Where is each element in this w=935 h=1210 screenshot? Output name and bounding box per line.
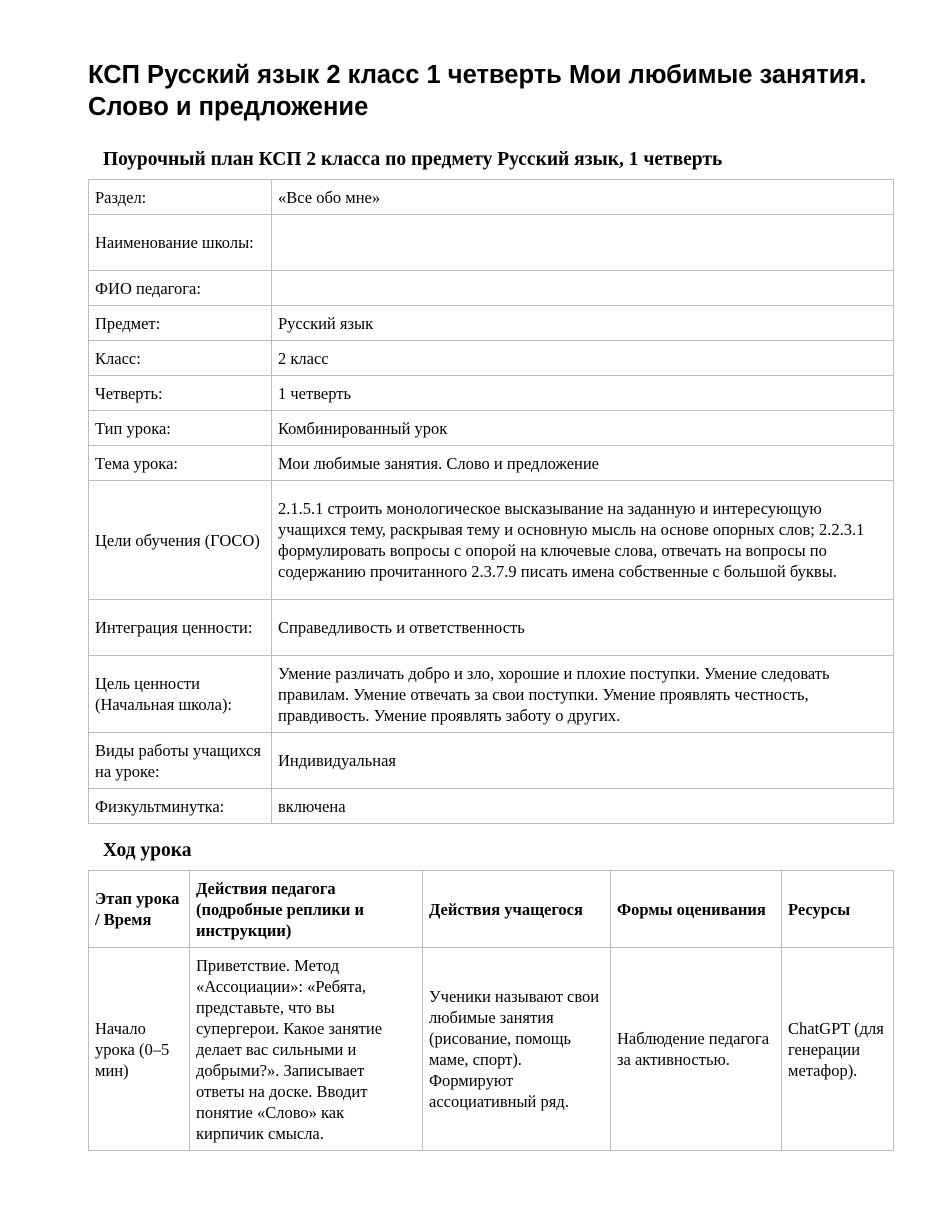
lesson-info-table bbox=[88, 179, 894, 824]
table-row bbox=[89, 656, 894, 733]
table-row bbox=[89, 271, 894, 306]
column-header-resources: Ресурсы bbox=[782, 871, 894, 948]
info-value-physical-break: включена bbox=[272, 789, 894, 824]
info-value-subject: Русский язык bbox=[272, 306, 894, 341]
table-row bbox=[89, 341, 894, 376]
cell-resources: ChatGPT (для генерации метафор). bbox=[782, 948, 894, 1151]
table-row bbox=[89, 948, 894, 1151]
table-row bbox=[89, 180, 894, 215]
lesson-course-heading: Ход урока bbox=[103, 840, 192, 861]
info-label-value-integration: Интеграция ценности: bbox=[89, 600, 272, 656]
info-label-grade: Класс: bbox=[89, 341, 272, 376]
info-label-work-types: Виды работы учащихся на уроке: bbox=[89, 733, 272, 789]
info-label-subject: Предмет: bbox=[89, 306, 272, 341]
table-row bbox=[89, 600, 894, 656]
info-value-value-integration: Справедливость и ответственность bbox=[272, 600, 894, 656]
info-value-work-types: Индивидуальная bbox=[272, 733, 894, 789]
info-value-school bbox=[272, 215, 894, 271]
info-label-section: Раздел: bbox=[89, 180, 272, 215]
info-label-value-goal: Цель ценности (Начальная школа): bbox=[89, 656, 272, 733]
column-header-student-actions: Действия учащегося bbox=[423, 871, 611, 948]
column-header-stage: Этап урока / Время bbox=[89, 871, 190, 948]
lesson-course-table bbox=[88, 870, 894, 1151]
info-label-school: Наименование школы: bbox=[89, 215, 272, 271]
column-header-teacher-actions: Действия педагога (подробные реплики и инструкции) bbox=[190, 871, 423, 948]
info-label-lesson-topic: Тема урока: bbox=[89, 446, 272, 481]
table-row bbox=[89, 376, 894, 411]
table-row bbox=[89, 733, 894, 789]
info-value-value-goal: Умение различать добро и зло, хорошие и плохие поступки. Умение следовать правилам. Умение отвечать за свои поступки. Умение проявлять честность, правдивость. Умение проявлять заботу о других. bbox=[272, 656, 894, 733]
table-header-row bbox=[89, 871, 894, 948]
info-label-lesson-type: Тип урока: bbox=[89, 411, 272, 446]
info-value-teacher bbox=[272, 271, 894, 306]
table-row bbox=[89, 481, 894, 600]
table-row bbox=[89, 411, 894, 446]
table-row bbox=[89, 306, 894, 341]
info-value-lesson-topic: Мои любимые занятия. Слово и предложение bbox=[272, 446, 894, 481]
info-label-physical-break: Физкультминутка: bbox=[89, 789, 272, 824]
info-value-lesson-type: Комбинированный урок bbox=[272, 411, 894, 446]
table-row bbox=[89, 446, 894, 481]
info-label-learning-goals: Цели обучения (ГОСО) bbox=[89, 481, 272, 600]
cell-student-actions: Ученики называют свои любимые занятия (рисование, помощь маме, спорт). Формируют ассоциативный ряд. bbox=[423, 948, 611, 1151]
cell-assessment: Наблюдение педагога за активностью. bbox=[611, 948, 782, 1151]
plan-heading: Поурочный план КСП 2 класса по предмету Русский язык, 1 четверть bbox=[103, 149, 723, 170]
info-label-teacher: ФИО педагога: bbox=[89, 271, 272, 306]
cell-teacher-actions: Приветствие. Метод «Ассоциации»: «Ребята, представьте, что вы супергерои. Какое занятие делает вас сильными и добрыми?». Записывает ответы на доске. Вводит понятие «Слово» как кирпичик смысла. bbox=[190, 948, 423, 1151]
document-title: КСП Русский язык 2 класс 1 четверть Мои любимые занятия. Слово и предложение bbox=[88, 61, 867, 121]
column-header-assessment: Формы оценивания bbox=[611, 871, 782, 948]
cell-stage: Начало урока (0–5 мин) bbox=[89, 948, 190, 1151]
info-label-quarter: Четверть: bbox=[89, 376, 272, 411]
info-value-section: «Все обо мне» bbox=[272, 180, 894, 215]
table-row bbox=[89, 215, 894, 271]
info-value-quarter: 1 четверть bbox=[272, 376, 894, 411]
table-row bbox=[89, 789, 894, 824]
info-value-grade: 2 класс bbox=[272, 341, 894, 376]
info-value-learning-goals: 2.1.5.1 строить монологическое высказывание на заданную и интересующую учащихся тему, раскрывая тему и основную мысль на основе опорных слов; 2.2.3.1 формулировать вопросы с опорой на ключевые слова, отвечать на вопросы по содержанию прочитанного 2.3.7.9 писать имена собственные с большой буквы. bbox=[272, 481, 894, 600]
